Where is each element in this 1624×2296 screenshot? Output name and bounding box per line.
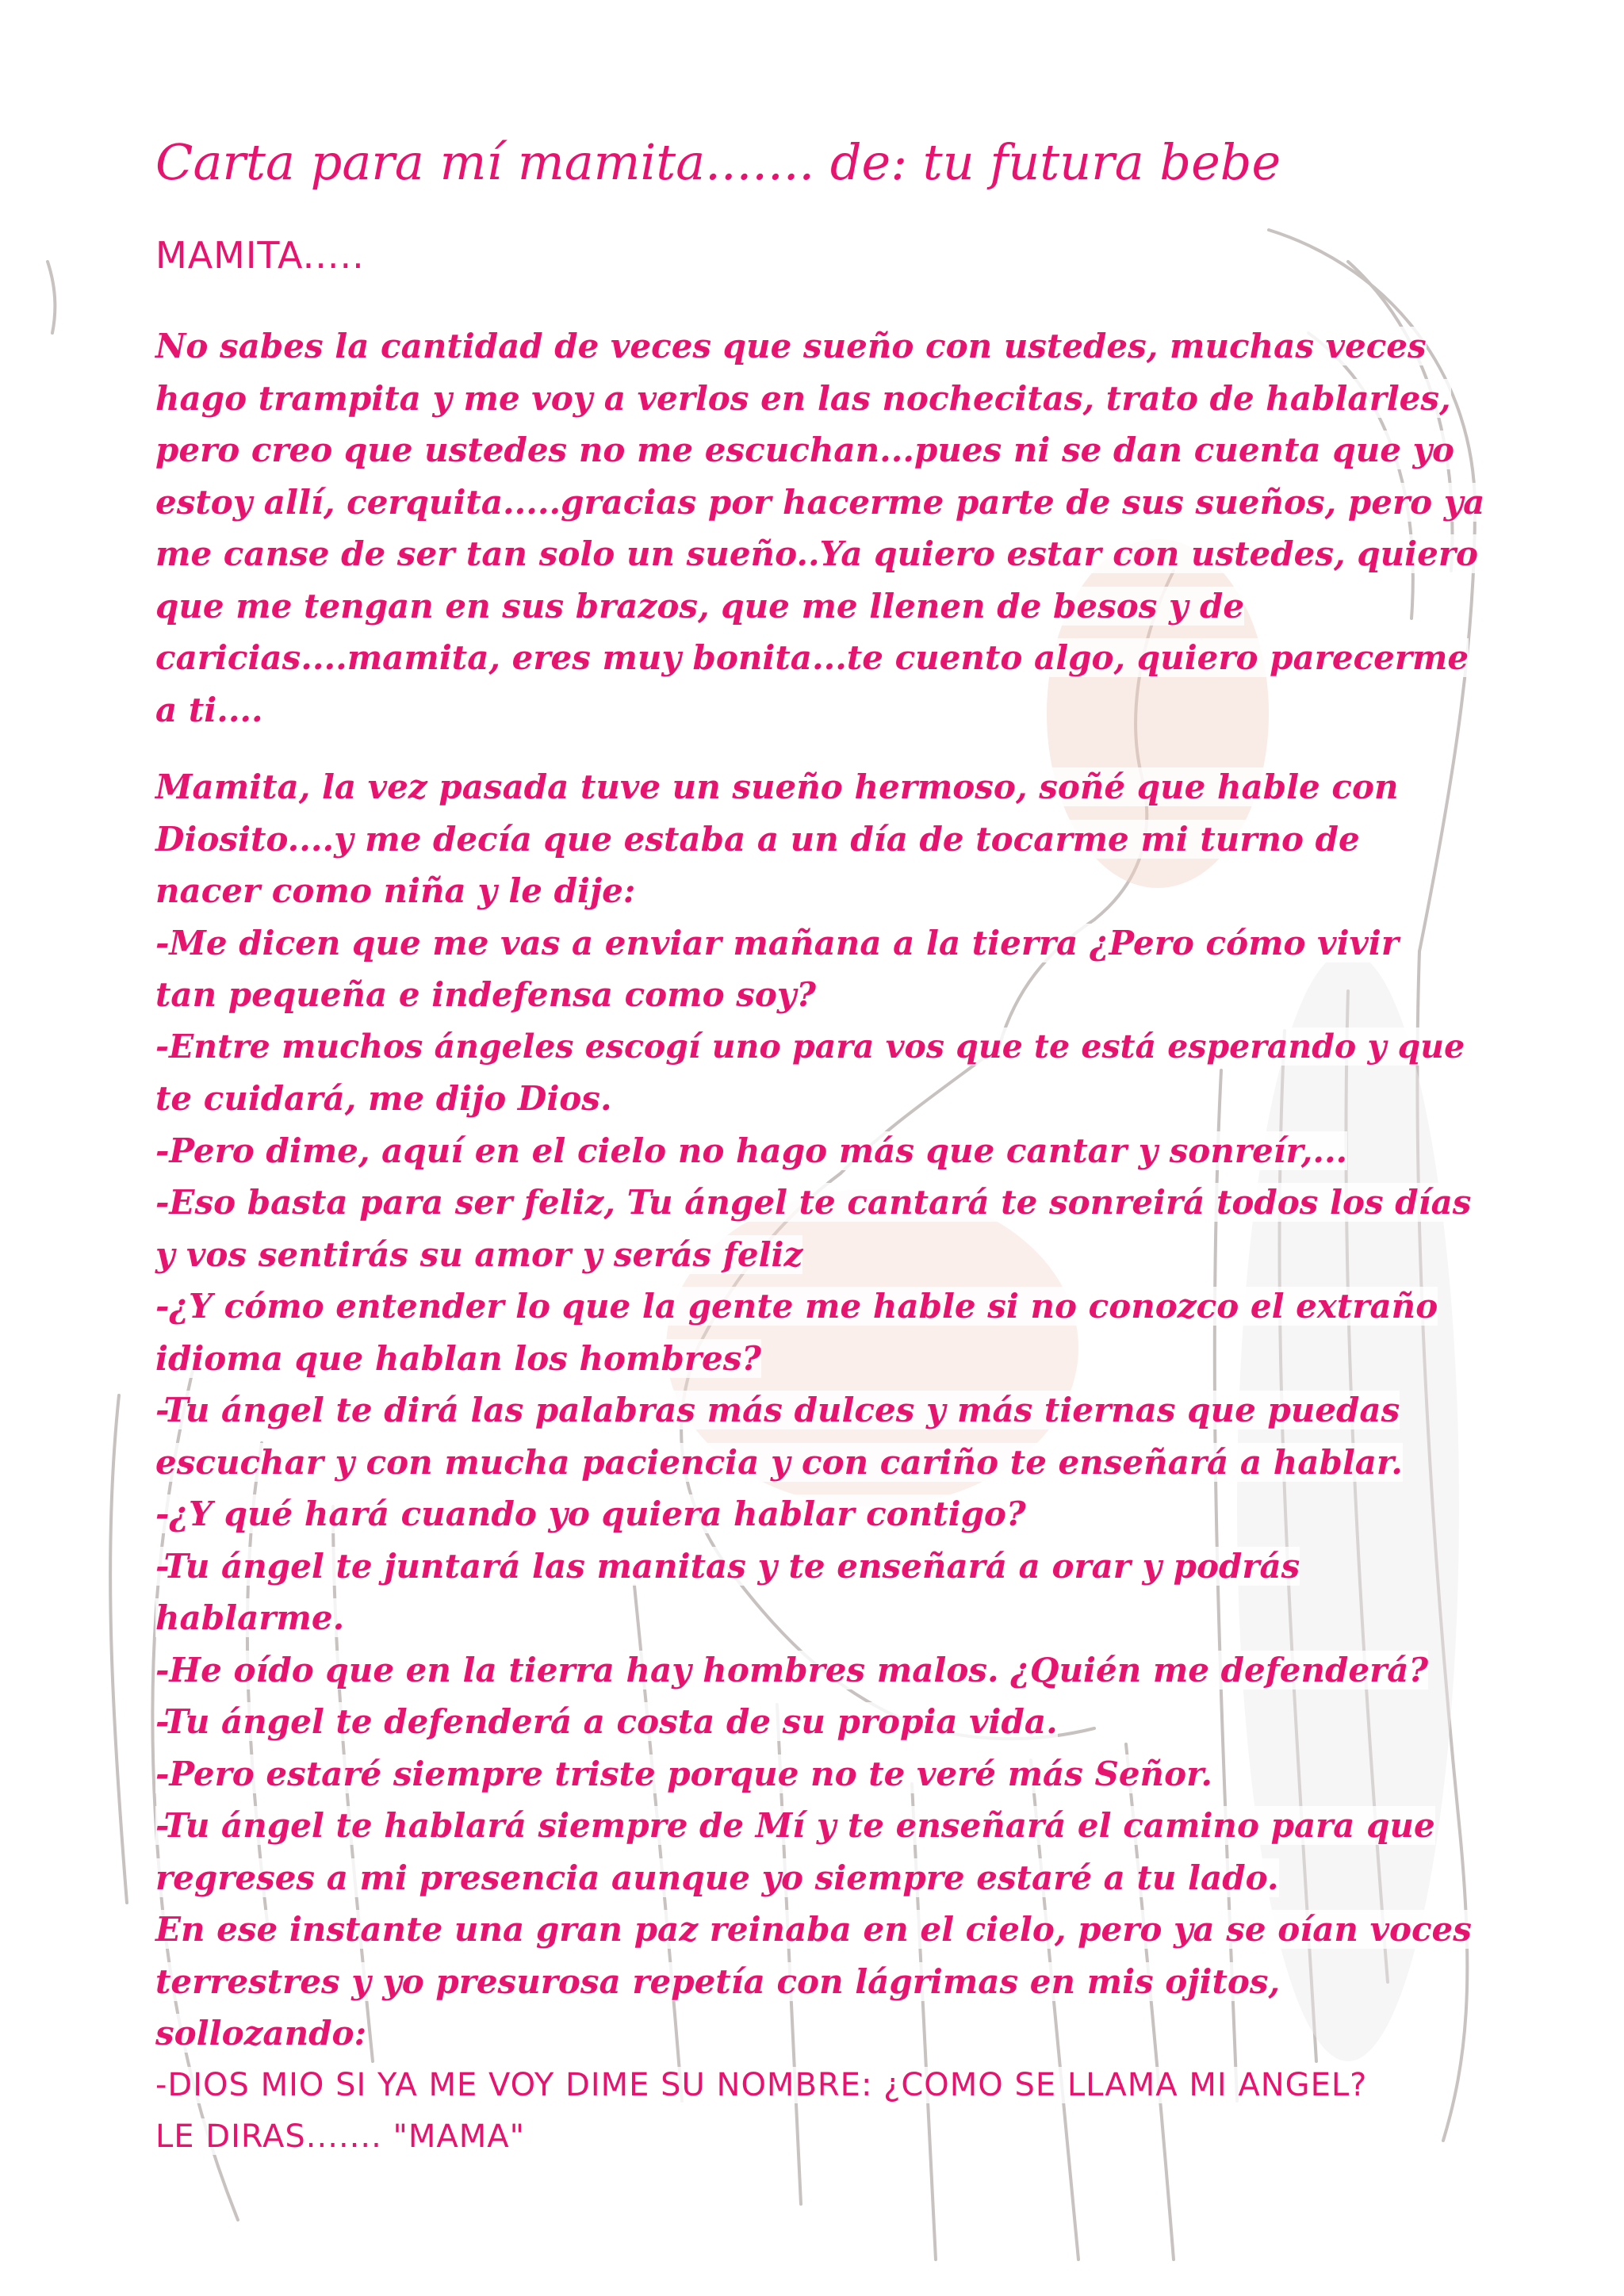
text-line bbox=[155, 1748, 1496, 1800]
text-line bbox=[155, 684, 1496, 737]
text-line-content: -Pero dime, aquí en el cielo no hago más que cantar y sonreír,... bbox=[155, 1131, 1348, 1170]
text-line bbox=[155, 1021, 1496, 1073]
text-line-content: -Tu ángel te dirá las palabras más dulces y más tiernas que puedas bbox=[155, 1391, 1400, 1429]
text-line-content: pero creo que ustedes no me escuchan...pues ni se dan cuenta que yo bbox=[155, 430, 1454, 469]
text-line bbox=[155, 1488, 1496, 1540]
closing-answer: LE DIRAS....... "MAMA" bbox=[155, 2118, 526, 2155]
text-line-content: En ese instante una gran paz reinaba en el cielo, pero ya se oían voces bbox=[155, 1910, 1472, 1949]
text-line-content: tan pequeña e indefensa como soy? bbox=[155, 975, 816, 1014]
text-line bbox=[155, 1177, 1496, 1229]
text-line bbox=[155, 1437, 1496, 1489]
text-line bbox=[155, 1540, 1496, 1593]
text-line-content: escuchar y con mucha paciencia y con cariño te enseñará a hablar. bbox=[155, 1442, 1403, 1482]
text-line-content: Mamita, la vez pasada tuve un sueño hermoso, soñé que hable con bbox=[155, 767, 1399, 806]
text-line-content: -Pero estaré siempre triste porque no te veré más Señor. bbox=[155, 1754, 1212, 1793]
text-line-content: terrestres y yo presurosa repetía con lágrimas en mis ojitos, bbox=[155, 1961, 1281, 2001]
text-line-content: -Eso basta para ser feliz, Tu ángel te cantará te sonreirá todos los días bbox=[155, 1183, 1472, 1222]
text-line bbox=[155, 320, 1496, 373]
text-line-content: -He oído que en la tierra hay hombres malos. ¿Quién me defenderá? bbox=[155, 1650, 1429, 1689]
paragraph-1 bbox=[155, 320, 1496, 736]
text-line bbox=[155, 528, 1496, 580]
text-line bbox=[155, 632, 1496, 684]
text-line-content: -¿Y cómo entender lo que la gente me hable si no conozco el extraño bbox=[155, 1287, 1438, 1326]
text-line bbox=[155, 1333, 1496, 1385]
text-line bbox=[155, 917, 1496, 970]
text-line bbox=[155, 373, 1496, 425]
text-line bbox=[155, 1229, 1496, 1281]
text-line bbox=[155, 1125, 1496, 1177]
closing-question: -DIOS MIO SI YA ME VOY DIME SU NOMBRE: ¿COMO SE LLAMA MI ANGEL? bbox=[155, 2066, 1368, 2103]
text-line-content: a ti.... bbox=[155, 690, 263, 729]
text-line-content: me canse de ser tan solo un sueño..Ya quiero estar con ustedes, quiero bbox=[155, 534, 1478, 573]
text-line bbox=[155, 761, 1496, 813]
text-line bbox=[155, 1073, 1496, 1125]
text-line-content: No sabes la cantidad de veces que sueño con ustedes, muchas veces bbox=[155, 327, 1427, 365]
text-line bbox=[155, 1644, 1496, 1697]
text-line-content: hago trampita y me voy a verlos en las nochecitas, trato de hablarles, bbox=[155, 378, 1451, 418]
text-line bbox=[155, 424, 1496, 476]
text-line bbox=[155, 865, 1496, 917]
text-line bbox=[155, 1852, 1496, 1904]
text-line bbox=[155, 1384, 1496, 1437]
greeting: MAMITA..... bbox=[155, 234, 365, 277]
text-line-content: te cuidará, me dijo Dios. bbox=[155, 1079, 612, 1118]
text-line bbox=[155, 1280, 1496, 1333]
text-line-content: estoy allí, cerquita.....gracias por hacerme parte de sus sueños, pero ya bbox=[155, 482, 1485, 522]
text-line bbox=[155, 476, 1496, 529]
text-line-content: -Tu ángel te defenderá a costa de su propia vida. bbox=[155, 1702, 1058, 1741]
text-line bbox=[155, 813, 1496, 866]
text-line bbox=[155, 1696, 1496, 1748]
text-line-content: idioma que hablan los hombres? bbox=[155, 1338, 761, 1378]
letter-body bbox=[155, 127, 1496, 2164]
letter-title: Carta para mí mamita....... de: tu futura bebe bbox=[155, 133, 1281, 191]
text-line-content: -¿Y qué hará cuando yo quiera hablar contigo? bbox=[155, 1494, 1026, 1533]
text-line-content: -Me dicen que me vas a enviar mañana a la tierra ¿Pero cómo vivir bbox=[155, 923, 1400, 962]
text-line-content: caricias....mamita, eres muy bonita...te cuento algo, quiero parecerme bbox=[155, 638, 1469, 677]
text-line-content: sollozando: bbox=[155, 2014, 367, 2053]
closing-line bbox=[155, 2060, 1496, 2112]
text-line bbox=[155, 1904, 1496, 1956]
text-line-content: -Tu ángel te hablará siempre de Mí y te enseñará el camino para que bbox=[155, 1806, 1435, 1845]
text-line bbox=[155, 1956, 1496, 2008]
text-line-content: -Tu ángel te juntará las manitas y te enseñará a orar y podrás bbox=[155, 1546, 1300, 1586]
text-line bbox=[155, 969, 1496, 1021]
text-line-content: regreses a mi presencia aunque yo siempre estaré a tu lado. bbox=[155, 1858, 1279, 1897]
paragraph-2 bbox=[155, 761, 1496, 2164]
text-line bbox=[155, 2007, 1496, 2060]
text-line-content: y vos sentirás su amor y serás feliz bbox=[155, 1234, 803, 1274]
text-line-content: hablarme. bbox=[155, 1598, 345, 1637]
text-line-content: que me tengan en sus brazos, que me llenen de besos y de bbox=[155, 586, 1245, 626]
text-line-content: nacer como niña y le dije: bbox=[155, 871, 636, 910]
text-line-content: Diosito....y me decía que estaba a un día de tocarme mi turno de bbox=[155, 819, 1360, 859]
text-line bbox=[155, 1800, 1496, 1852]
text-line bbox=[155, 1592, 1496, 1644]
closing-line bbox=[155, 2111, 1496, 2164]
text-line bbox=[155, 580, 1496, 633]
text-line-content: -Entre muchos ángeles escogí uno para vos que te está esperando y que bbox=[155, 1027, 1465, 1066]
